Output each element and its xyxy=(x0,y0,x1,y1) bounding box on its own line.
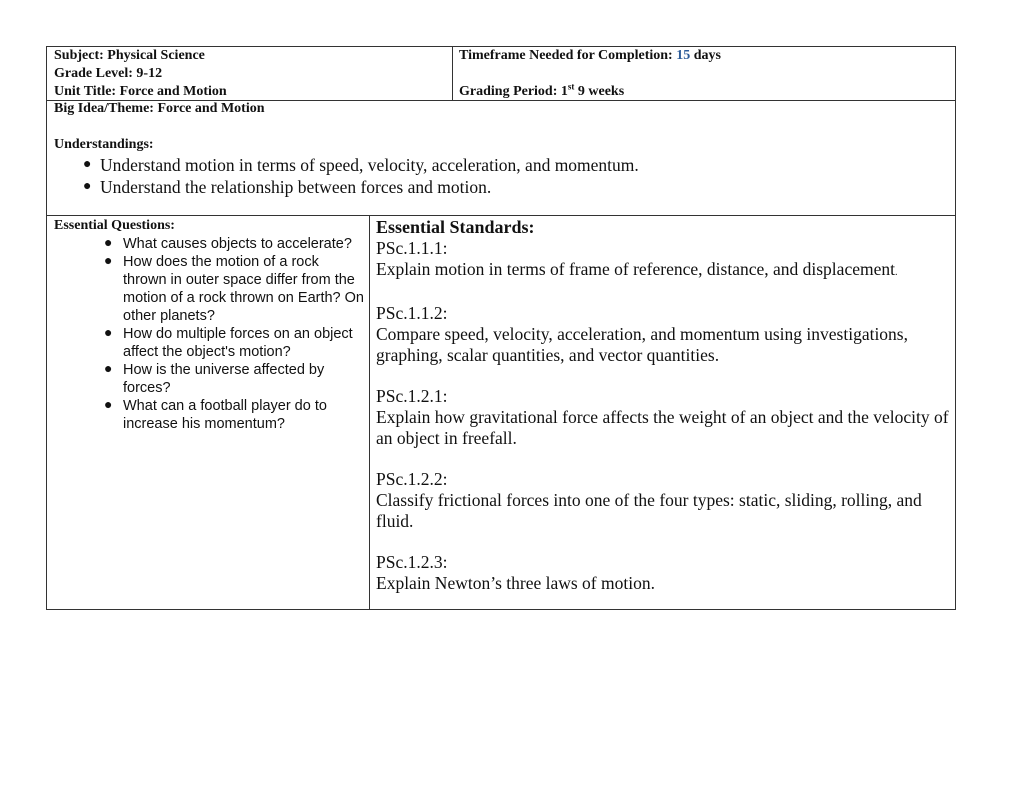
grade-level-line: Grade Level: 9-12 xyxy=(54,66,163,81)
list-item xyxy=(47,397,365,433)
standard-item xyxy=(376,552,951,594)
understandings-list xyxy=(47,154,639,198)
big-idea-heading: Big Idea/Theme: Force and Motion xyxy=(54,101,265,116)
question-text: How do multiple forces on an object affect the object's motion? xyxy=(123,326,353,360)
standard-code: PSc.1.2.1: xyxy=(376,386,448,406)
essential-standards-label: Essential Standards: xyxy=(376,217,535,237)
grading-period-line xyxy=(459,83,721,101)
standard-item xyxy=(376,469,951,532)
bullet-icon: ● xyxy=(104,254,113,269)
list-item xyxy=(47,253,365,325)
header-right-cell xyxy=(459,47,721,101)
bullet-icon: ● xyxy=(104,398,113,413)
standard-code: PSc.1.1.1: xyxy=(376,238,448,258)
standard-text xyxy=(376,259,951,283)
grading-period-prefix: Grading Period: 1 xyxy=(459,84,568,99)
essential-questions-label: Essential Questions: xyxy=(54,218,175,233)
understanding-text: Understand motion in terms of speed, velocity, acceleration, and momentum. xyxy=(100,155,639,175)
bullet-icon: ● xyxy=(104,326,113,341)
header-left-cell xyxy=(54,47,227,101)
standard-text: Explain how gravitational force affects the weight of an object and the velocity of an object in freefall. xyxy=(376,407,949,448)
big-idea-row xyxy=(46,100,956,216)
timeframe-line xyxy=(459,47,721,65)
bullet-icon: ● xyxy=(83,179,92,194)
essential-standards-cell xyxy=(376,216,951,594)
standard-item xyxy=(376,303,951,366)
standard-text: Explain Newton’s three laws of motion. xyxy=(376,573,655,593)
bullet-icon: ● xyxy=(104,362,113,377)
list-item xyxy=(47,235,365,253)
question-text: What causes objects to accelerate? xyxy=(123,236,352,252)
bullet-icon: ● xyxy=(104,236,113,251)
questions-standards-divider xyxy=(369,216,370,609)
question-text: How is the universe affected by forces? xyxy=(123,362,325,396)
standard-code: PSc.1.2.3: xyxy=(376,552,448,572)
list-item xyxy=(47,176,639,198)
grading-period-sup: st xyxy=(567,81,575,92)
essential-questions-list xyxy=(47,235,365,433)
standard-trailing-period: . xyxy=(894,267,898,278)
list-item xyxy=(47,361,365,397)
standard-code: PSc.1.2.2: xyxy=(376,469,448,489)
question-text: What can a football player do to increase his momentum? xyxy=(123,398,327,432)
timeframe-value: 15 xyxy=(676,48,691,63)
blank-line xyxy=(459,65,721,83)
unit-title-line: Unit Title: Force and Motion xyxy=(54,84,227,99)
list-item xyxy=(47,325,365,361)
standard-code: PSc.1.1.2: xyxy=(376,303,448,323)
timeframe-label: Timeframe Needed for Completion: xyxy=(459,48,677,63)
standard-item xyxy=(376,386,951,449)
subject-line: Subject: Physical Science xyxy=(54,48,205,63)
list-item xyxy=(47,154,639,176)
header-divider xyxy=(452,47,453,100)
header-row xyxy=(46,46,956,101)
understanding-text: Understand the relationship between forces and motion. xyxy=(100,177,492,197)
question-text: How does the motion of a rock thrown in outer space differ from the motion of a rock thrown on Earth? On other planets? xyxy=(123,254,364,324)
unit-plan-table xyxy=(46,46,956,610)
timeframe-unit: days xyxy=(690,48,721,63)
grading-period-suffix: 9 weeks xyxy=(574,84,625,99)
standard-item xyxy=(376,238,951,283)
standard-text: Compare speed, velocity, acceleration, and momentum using investigations, graphing, scalar quantities, and vector quantities. xyxy=(376,324,908,365)
standard-text-body: Explain motion in terms of frame of reference, distance, and displacement xyxy=(376,259,895,279)
standard-text: Classify frictional forces into one of the four types: static, sliding, rolling, and fluid. xyxy=(376,490,922,531)
questions-standards-row xyxy=(46,216,956,610)
bullet-icon: ● xyxy=(83,157,92,172)
understandings-label: Understandings: xyxy=(54,137,154,152)
